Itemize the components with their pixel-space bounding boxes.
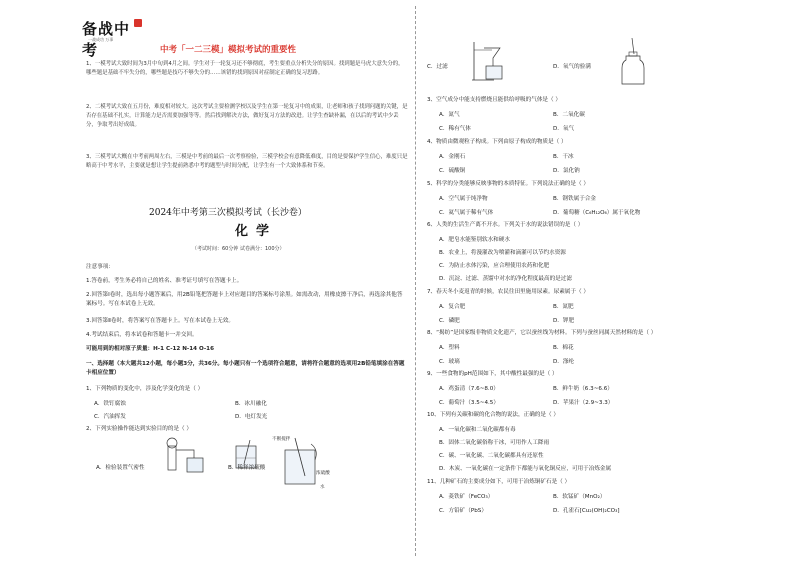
q10-option-a: A．一氧化碳和二氧化碳都有毒 [439, 427, 516, 433]
q11-stem: 11、几种矿石的主要成分如下，可用于冶炼铜矿石是（ ） [427, 479, 571, 485]
q9-stem: 9、一些食物的pH范围如下，其中酸性最强的是（ ） [427, 371, 558, 377]
filtration-apparatus-icon [470, 40, 520, 82]
q8-option-d: D．涤纶 [553, 359, 575, 365]
q1-option-b: B．冰川融化 [235, 401, 267, 407]
q6-stem: 6、人类的生活生产离不开水。下列关于水的说法错误的是（ ） [427, 222, 584, 228]
banner-title: 中考「一二三模」模拟考试的重要性 [160, 45, 297, 55]
note-3: 3.回答第Ⅱ卷时，将答案写在答题卡上。写在本试卷上无效。 [86, 318, 234, 324]
q4-option-c: C．硫酸铜 [439, 168, 466, 174]
q2-option-b: B．稀释浓硫酸 [228, 465, 266, 471]
q2-option-c: C．过滤 [427, 64, 448, 70]
gas-bottle-icon [618, 38, 646, 86]
q4-option-a: A．金刚石 [439, 154, 466, 160]
stirring-beaker-icon [275, 436, 335, 488]
q6-option-d: D．沉淀、过滤、蒸馏中对水的净化程度最高的是过滤 [439, 276, 572, 282]
q11-option-d: D．孔雀石[Cu₂(OH)₂CO₃] [553, 508, 620, 514]
q9-option-b: B．鲜牛奶（6.3~6.6） [553, 386, 613, 392]
q2-stem: 2、下列实验操作能达到实验目的的是（ ） [86, 426, 193, 432]
q10-option-c: C．碳、一氧化碳、二氧化碳都具有还原性 [439, 453, 544, 459]
q5-option-b: B．钢铁属于合金 [553, 196, 596, 202]
q8-stem: 8、“揭纺”是国家级非物质文化遗产，它以蚕丝线为材料。下列与蚕丝同属天然材料的是（ ） [427, 330, 657, 336]
exam-title: 2024年中考第三次模拟考试（长沙卷） [149, 208, 307, 218]
intro-paragraph-3: 3、三模考试大概在中考前两周左右，三模是中考前的最后一次考察检验，三模学校会有意降低难度，目的是要保护学生信心，难度只是略高于中考水平，主要就是想让学生提前熟悉中考的题型与时间分配，让学生有一个大致体系和节奏。 [86, 154, 408, 169]
logo-subtitle: 一战成功 万事 [88, 37, 114, 42]
q11-option-a: A．菱铁矿（FeCO₃） [439, 494, 494, 500]
q2-label-stir: 不断搅拌 [272, 437, 291, 442]
q10-option-d: D．木炭、一氧化碳在一定条件下都能与氧化铜反应，可用于冶炼金属 [439, 466, 612, 472]
q11-option-b: B．软锰矿（MnO₂） [553, 494, 606, 500]
q4-option-b: B．干冰 [553, 154, 574, 160]
intro-paragraph-1: 1、一模考试大致时间为3月中旬到4月之间。学生对于一轮复习还不够彻底，考生要重点分析失分的原因。找到题是马虎大意失分的，哪些题是基础不牢失分的，哪些题是技巧不够失分的……该错的找到原因对症制定正确的复习思路。 [86, 61, 404, 76]
q4-stem: 4、物质由微观粒子构成。下列由原子构成的物质是（ ） [427, 139, 567, 145]
atomic-masses: 可能用到的相对原子质量：H-1 C-12 N-14 O-16 [86, 346, 214, 352]
q8-option-a: A．塑料 [439, 345, 460, 351]
logo-seal [134, 19, 142, 27]
q3-option-b: B．二氧化碳 [553, 112, 585, 118]
q9-option-d: D．苹果汁（2.9~3.3） [553, 400, 614, 406]
q8-option-b: B．棉花 [553, 345, 574, 351]
q3-option-a: A．氮气 [439, 112, 460, 118]
exam-meta: （考试时间：60分钟 试卷满分：100分） [192, 246, 285, 252]
q7-option-a: A．复合肥 [439, 304, 466, 310]
q9-option-a: A．鸡蛋清（7.6~8.0） [439, 386, 499, 392]
note-1: 1.答卷前，考生务必将自己的姓名、准考证号填写在答题卡上。 [86, 278, 243, 284]
q11-option-c: C．方铅矿（PbS） [439, 508, 487, 514]
q1-stem: 1、下列物质的变化中，涉及化学变化的是（ ） [86, 386, 204, 392]
brand-logo [82, 18, 144, 59]
q6-option-c: C．为防止水体污染，应合理使用农药和化肥 [439, 263, 550, 269]
q10-option-b: B．固体二氧化碳俗称干冰，可用作人工降雨 [439, 440, 550, 446]
note-2: 2.回答第Ⅰ卷时，选出每小题答案后，用2B铅笔把答题卡上对应题目的答案标号涂黑。如需改动，用橡皮擦干净后，再选涂其他答案标号。写在本试卷上无效。 [86, 292, 403, 307]
q1-option-c: C．汽油挥发 [94, 414, 126, 420]
airtight-test-apparatus-icon [160, 436, 220, 474]
q3-option-d: D．氧气 [553, 126, 575, 132]
notes-title: 注意事项： [86, 264, 114, 270]
q2-option-a: A．检验装置气密性 [96, 465, 145, 471]
q4-option-d: D．氯化钠 [553, 168, 580, 174]
q7-option-d: D．钾肥 [553, 318, 575, 324]
q10-stem: 10、下列有关碳和碳的化合物的说法，正确的是（ ） [427, 412, 559, 418]
q5-stem: 5、科学的分类能够反映事物的本质特征。下列说法正确的是（ ） [427, 181, 589, 187]
q7-stem: 7、春天冬小麦返青的时候，农民往田里施用尿素。尿素属于（ ） [427, 289, 589, 295]
q9-option-c: C．葡萄汁（3.5~4.5） [439, 400, 499, 406]
q3-option-c: C．稀有气体 [439, 126, 471, 132]
subject-title: 化学 [235, 224, 278, 239]
q5-option-a: A．空气属于纯净物 [439, 196, 488, 202]
q2-option-d: D．氧气的验满 [553, 64, 591, 70]
section-1-heading: 一、选择题（本大题共12小题，每小题3分，共36分。每小题只有一个选项符合题意，请将符合题意的选项用2B铅笔填涂在答题卡相应位置） [86, 361, 405, 376]
q6-option-b: B．农业上，将漫灌改为喷灌和滴灌可以节约水资源 [439, 250, 566, 256]
q7-option-b: B．氮肥 [553, 304, 574, 310]
q7-option-c: C．磷肥 [439, 318, 460, 324]
q2-label-water: 水 [320, 485, 325, 490]
q1-option-d: D．电灯发光 [235, 414, 268, 420]
q5-option-c: C．氦气属于稀有气体 [439, 210, 494, 216]
note-4: 4.考试结束后，将本试卷和答题卡一并交回。 [86, 332, 198, 338]
logo-text: 备战中考 [82, 20, 131, 59]
column-divider [415, 6, 416, 556]
q5-option-d: D．葡萄糖（C₆H₁₂O₆）属于氧化物 [553, 210, 641, 216]
q8-option-c: C．玻璃 [439, 359, 460, 365]
intro-paragraph-2: 2、二模考试大致在五月份，难度相对较大。这次考试主要检测学校以及学生在第一轮复习中的成果，让老师和孩子找到问题的关键，是否存在基础不扎实，计算能力是否需要加强等等。然后找到解决方法，做好复习方法的改进。让学生查缺补漏，在以后的考试中少丢分，争取考出好成绩。 [86, 104, 408, 128]
q2-label-acid: 浓硫酸 [316, 471, 330, 476]
q1-option-a: A．铁钉腐蚀 [94, 401, 126, 407]
q3-stem: 3、空气成分中能支持燃烧且能供给呼吸的气体是（ ） [427, 97, 561, 103]
q6-option-a: A．肥皂水能鉴别软水和硬水 [439, 237, 510, 243]
